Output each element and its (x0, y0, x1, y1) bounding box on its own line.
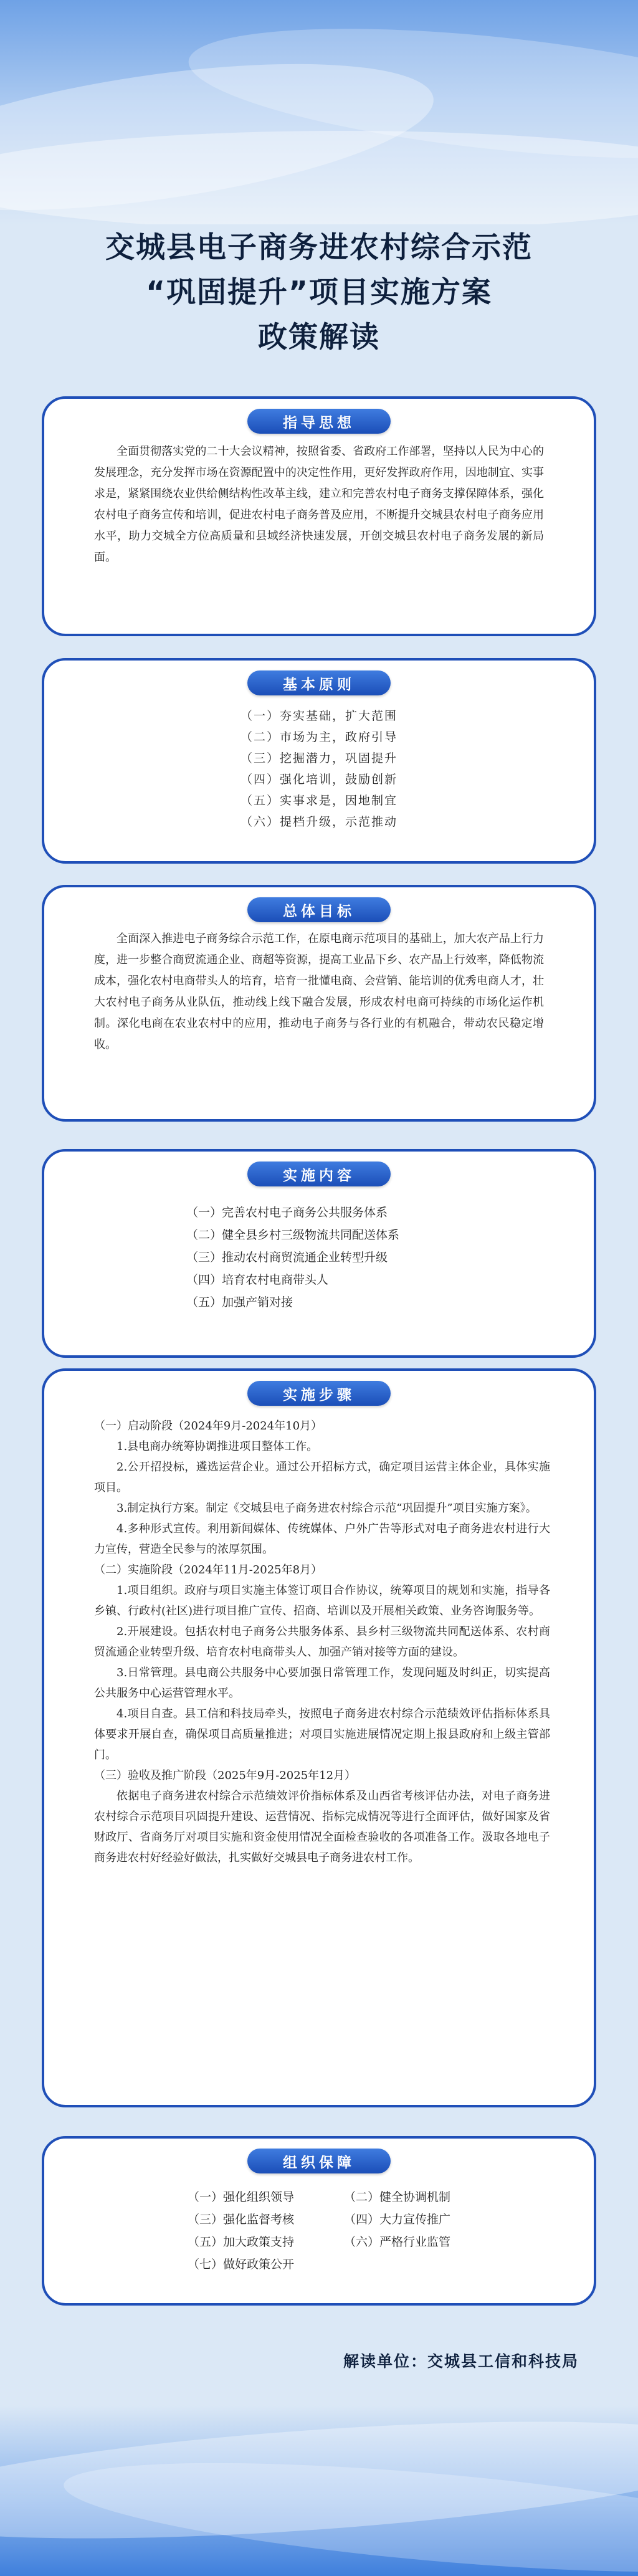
list-item: （三）推动农村商贸流通企业转型升级 (186, 1251, 388, 1264)
step-item: 依据电子商务进农村综合示范绩效评价指标体系及山西省考核评估办法，对电子商务进农村综合示范项目巩固提升建设、运营情况、指标完成情况等进行全面评估，做好国家及省财政厅、省商务厅对项目实施和资金使用情况全面检查验收的各项准备工作。汲取各地电子商务进农村好经验好做法，扎实做好交城县电子商务进农村工作。 (94, 1790, 550, 1864)
step-item: 2.公开招投标，遴选运营企业。通过公开招标方式，确定项目运营主体企业，具体实施项目。 (94, 1461, 550, 1494)
overall-goals-text: 全面深入推进电子商务综合示范工作，在原电商示范项目的基础上，加大农产品上行力度，进一步整合商贸流通企业、商超等资源，提高工业品下乡、农产品上行效率，降低物流成本，强化农村电商带头人的培育，培育一批懂电商、会营销、能培训的优秀电商人才，壮大农村电子商务从业队伍，推动线上线下融合发展，形成农村电商可持续的市场化运作机制。深化电商在农业农村中的应用，推动电子商务与各行业的有机融合，带动农民稳定增收。 (94, 932, 544, 1051)
section-heading: 组织保障 (247, 2149, 391, 2173)
list-item: （三）强化监督考核 (188, 2213, 295, 2226)
guiding-ideology-text: 全面贯彻落实党的二十大会议精神，按照省委、省政府工作部署，坚持以人民为中心的发展理念，充分发挥市场在资源配置中的决定性作用，更好发挥政府作用，因地制宜、实事求是，紧紧围绕农业供给侧结构性改革主线，建立和完善农村电子商务支撑保障体系，强化农村电子商务宣传和培训，促进农村电子商务普及应用，不断提升交城县农村电子商务应用水平，助力交城全方位高质量和县域经济快速发展，开创交城县农村电子商务发展的新局面。 (94, 445, 544, 564)
footer-background (0, 2405, 638, 2576)
page-title-line2: “巩固提升”项目实施方案 (146, 275, 492, 310)
step-item: 3.日常管理。县电商公共服务中心要加强日常管理工作，发现问题及时纠正，切实提高公共服务中心运营管理水平。 (94, 1666, 550, 1700)
decorative-wave (0, 131, 638, 224)
step-item: 4.多种形式宣传。利用新闻媒体、传统媒体、户外广告等形式对电子商务进农村进行大力宣传，营造全民参与的浓厚氛围。 (94, 1522, 550, 1556)
step-item: 2.开展建设。包括农村电子商务公共服务体系、县乡村三级物流共同配送体系、农村商贸流通企业转型升级、培育农村电商带头人、加强产销对接等方面的建设。 (94, 1625, 550, 1659)
list-item: （四）强化培训，鼓励创新 (240, 773, 398, 786)
section-heading: 基本原则 (247, 670, 391, 695)
list-item: （四）培育农村电商带头人 (186, 1273, 329, 1287)
guiding-ideology-card (42, 396, 596, 636)
step-item: 3.制定执行方案。制定《交城县电子商务进农村综合示范“巩固提升”项目实施方案》。 (117, 1502, 537, 1515)
step-phase: （一）启动阶段（2024年9月-2024年10月） (94, 1419, 323, 1433)
list-item: （二）健全县乡村三级物流共同配送体系 (186, 1228, 400, 1242)
overall-goals-card (42, 885, 596, 1122)
section-heading: 实施内容 (247, 1162, 391, 1186)
list-item: （四）大力宣传推广 (344, 2213, 451, 2226)
content-list (186, 1201, 399, 1314)
principles-list (44, 705, 594, 832)
list-item: （一）夯实基础，扩大范围 (240, 709, 398, 723)
list-item: （五）加大政策支持 (188, 2235, 295, 2249)
step-phase: （三）验收及推广阶段（2025年9月-2025年12月） (94, 1769, 356, 1782)
interpreting-unit: 解读单位：交城县工信和科技局 (343, 2352, 579, 2370)
list-item: （一）完善农村电子商务公共服务体系 (186, 1206, 388, 1219)
section-heading: 总体目标 (247, 897, 391, 922)
list-item: （二）市场为主，政府引导 (240, 730, 398, 744)
basic-principles-card (42, 658, 596, 864)
list-item: （六）提档升级，示范推动 (240, 815, 398, 829)
list-item: （七）做好政策公开 (188, 2258, 295, 2271)
step-item: 1.县电商办统筹协调推进项目整体工作。 (117, 1440, 318, 1453)
implementation-steps-card (42, 1368, 596, 2107)
step-item: 1.项目组织。政府与项目实施主体签订项目合作协议，统筹项目的规划和实施，指导各乡镇、行政村(社区)进行项目推广宣传、招商、培训以及开展相关政策、业务咨询服务等。 (94, 1584, 550, 1618)
page-title-line1: 交城县电子商务进农村综合示范 (105, 231, 533, 265)
list-item: （六）严格行业监管 (344, 2235, 451, 2249)
list-item: （三）挖掘潜力，巩固提升 (240, 751, 398, 765)
section-heading: 实施步骤 (247, 1381, 391, 1406)
step-phase: （二）实施阶段（2024年11月-2025年8月） (94, 1563, 323, 1577)
page-title-line3: 政策解读 (258, 320, 380, 355)
list-item: （二）健全协调机制 (344, 2190, 451, 2204)
organizational-guarantee-card (42, 2136, 596, 2306)
header-background (0, 0, 638, 224)
step-item: 4.项目自查。县工信和科技局牵头，按照电子商务进农村综合示范绩效评估指标体系具体要求开展自查，确保项目高质量推进；对项目实施进展情况定期上报县政府和上级主管部门。 (94, 1707, 550, 1762)
list-item: （五）实事求是，因地制宜 (240, 794, 398, 808)
list-item: （一）强化组织领导 (188, 2190, 295, 2204)
guarantee-list (188, 2186, 500, 2276)
list-item: （五）加强产销对接 (186, 1295, 293, 1309)
steps-list (94, 1416, 550, 1868)
implementation-content-card (42, 1149, 596, 1358)
section-heading: 指导思想 (247, 409, 391, 434)
